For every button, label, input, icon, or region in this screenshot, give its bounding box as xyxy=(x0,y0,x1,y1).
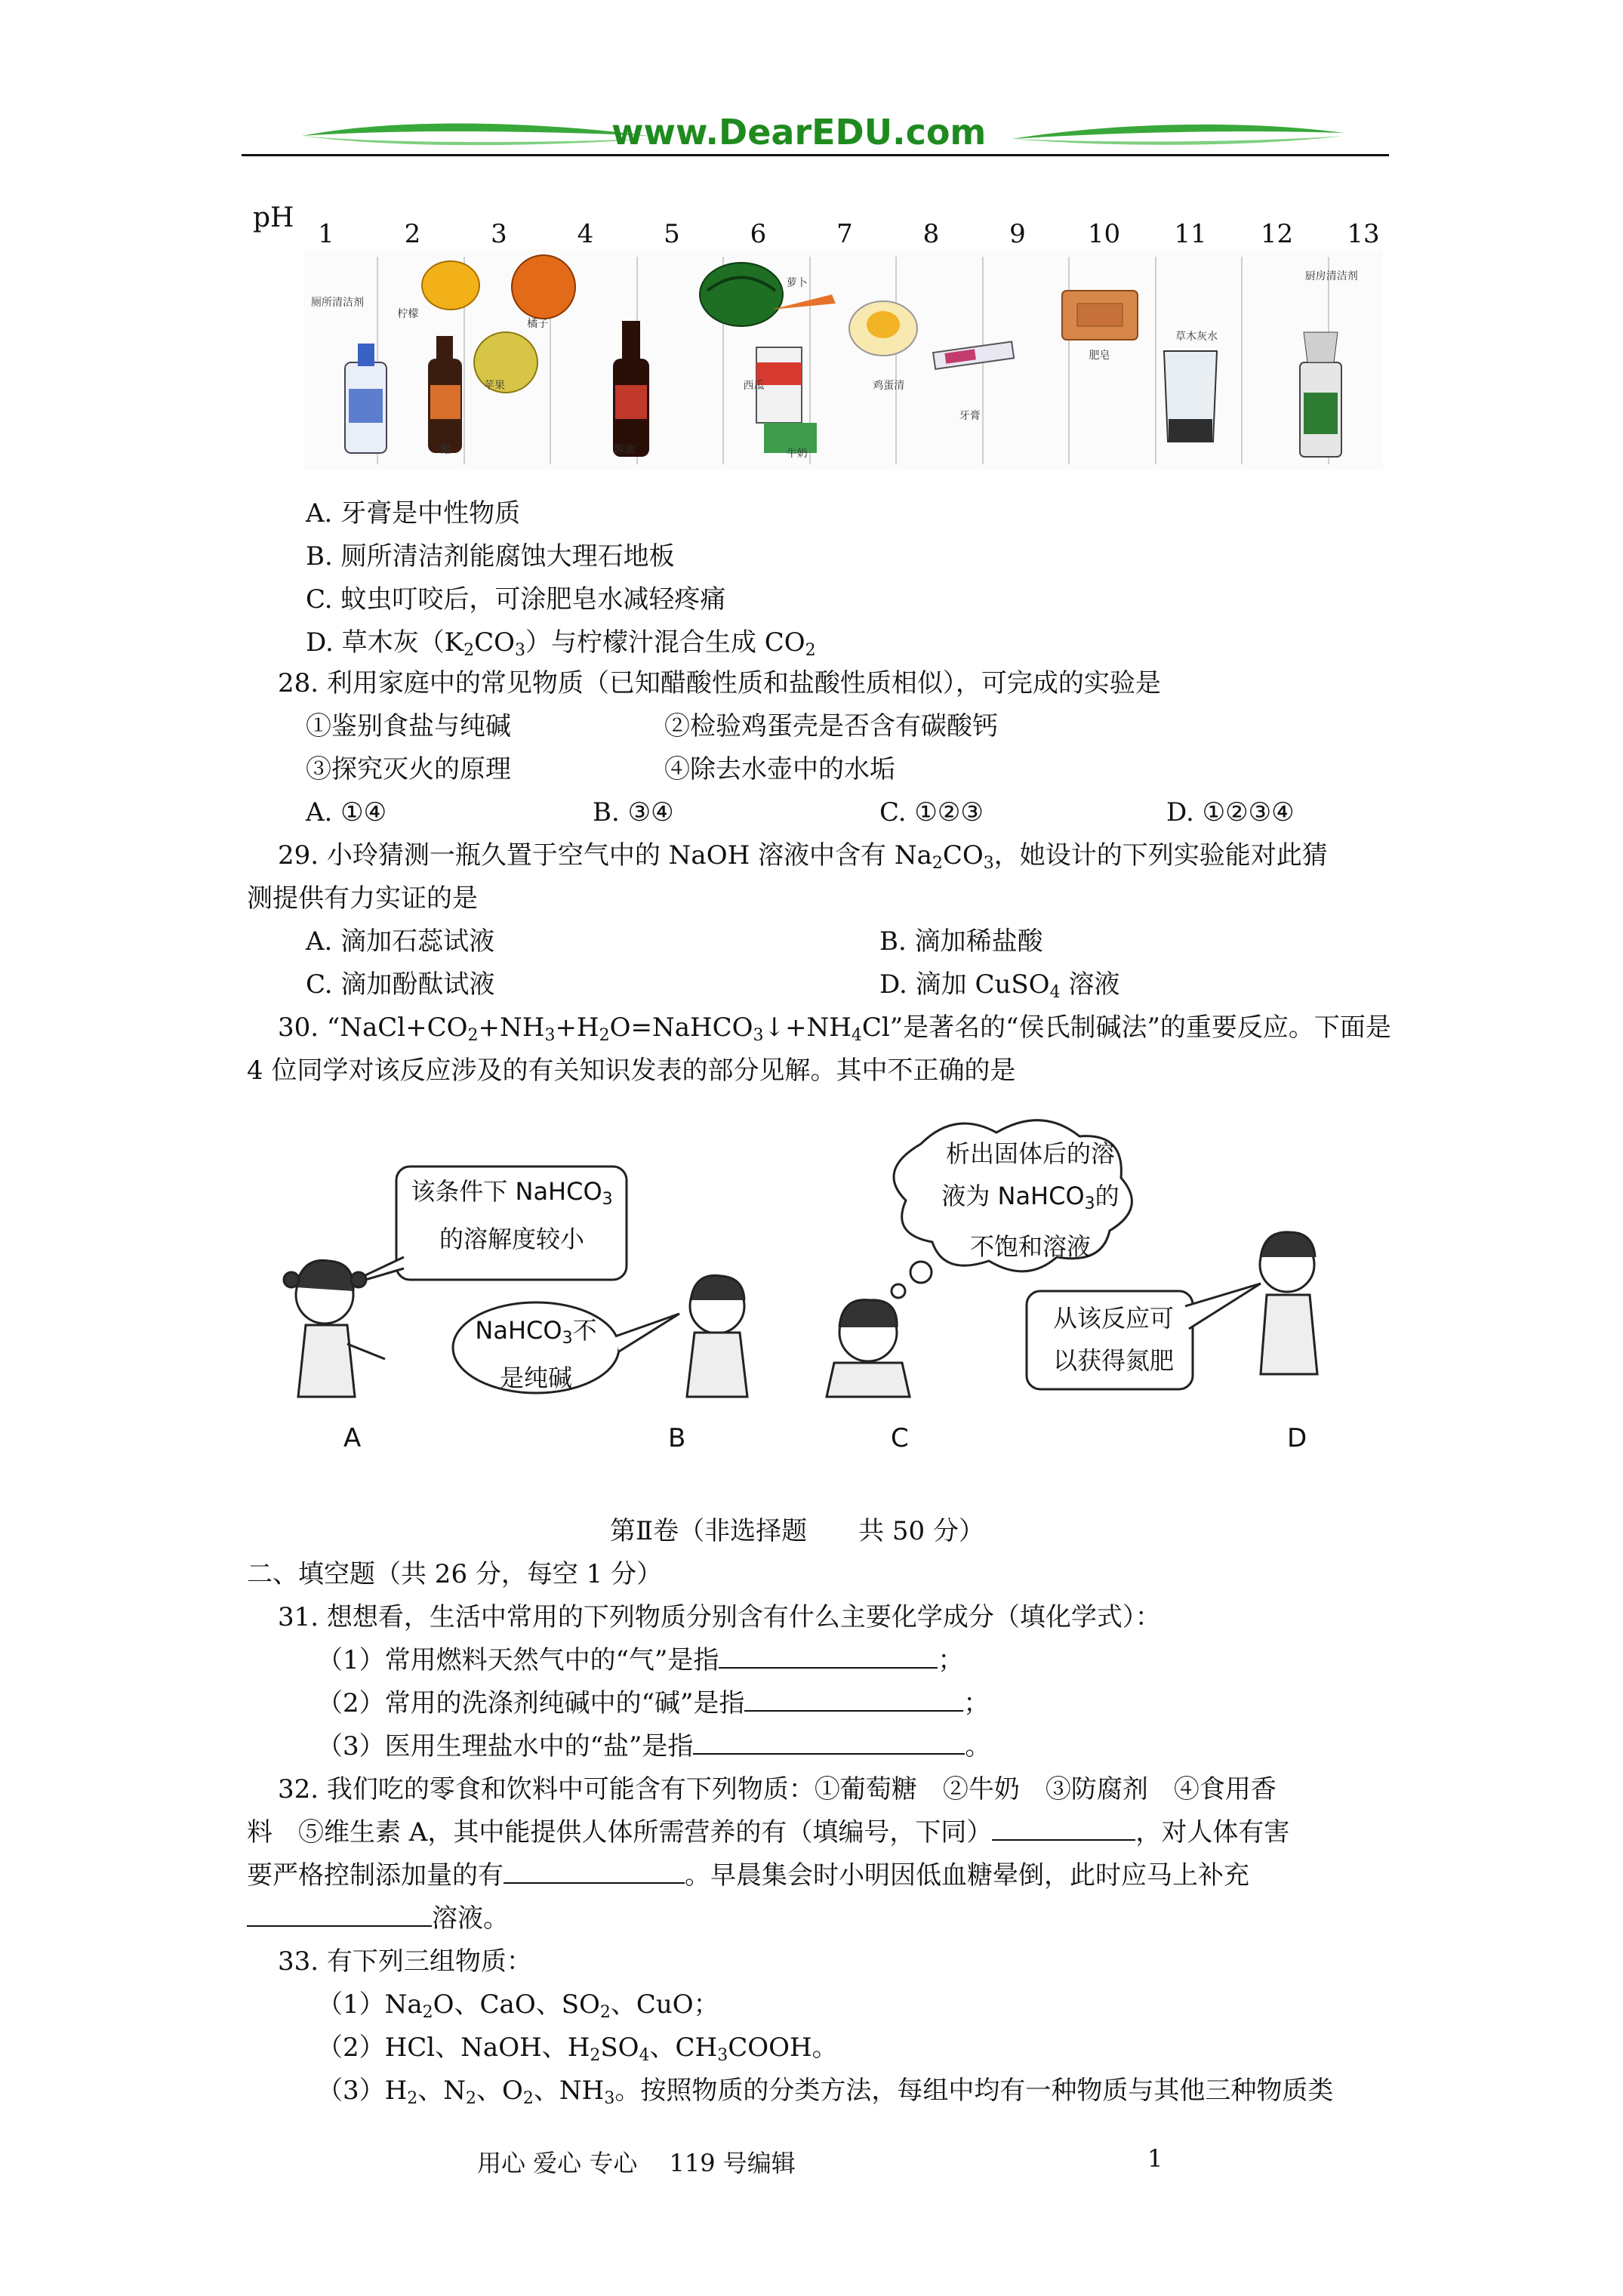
ph-item-label: 厕所清洁剂 xyxy=(311,297,364,309)
ph-number: 10 xyxy=(1087,219,1121,249)
q29-option-d: D. 滴加 CuSO$_4$ 溶液 xyxy=(879,969,1120,1002)
q31-part-3: （3）医用生理盐水中的“盐”是指 。 xyxy=(317,1727,990,1765)
q28-option-b: B. ③④ xyxy=(593,797,674,827)
answer-blank[interactable] xyxy=(744,1684,963,1712)
q27-option-a: A. 牙膏是中性物质 xyxy=(306,498,521,529)
q31-part-1: （1）常用燃料天然气中的“气”是指 ； xyxy=(317,1641,963,1679)
ph-label: pH xyxy=(253,202,294,233)
milk-icon xyxy=(756,347,817,453)
q27-option-b: B. 厕所清洁剂能腐蚀大理石地板 xyxy=(306,541,675,572)
soy-sauce-icon xyxy=(613,321,649,457)
ph-number: 11 xyxy=(1174,219,1207,249)
ph-number: 12 xyxy=(1260,219,1294,249)
ph-number: 3 xyxy=(491,219,507,249)
ph-number: 9 xyxy=(1009,219,1026,249)
header-site-name: www.DearEDU.com xyxy=(611,112,987,153)
q27-option-d: D. 草木灰$(K_2CO_3)$与柠檬汁混合生成 $CO_2$ xyxy=(306,627,816,660)
orange-icon xyxy=(512,255,575,319)
ph-number: 1 xyxy=(318,219,334,249)
answer-blank[interactable] xyxy=(693,1727,965,1755)
page-number: 1 xyxy=(1147,2144,1163,2173)
egg-white-icon xyxy=(849,301,917,356)
bubble-c-text: 析出固体后的溶 液为 NaHCO$_3$的 不饱和溶液 xyxy=(941,1139,1119,1261)
q32-line1: 32. 我们吃的零食和饮料中可能含有下列物质：①葡萄糖 ②牛奶 ③防腐剂 ④食用香 xyxy=(278,1774,1277,1804)
footer-text: 用心 爱心 专心 119 号编辑 xyxy=(477,2149,796,2177)
q30-stem-line1: 30. “$NaCl+CO_2+NH_3+H_2O=NaHCO_3↓+NH_4Cl$”是著名的“侯氏制碱法”的重要反应。下面是 xyxy=(278,1012,1391,1045)
q32-line3: 要严格控制添加量的有 。早晨集会时小明因低血糖晕倒，此时应马上补充 xyxy=(247,1857,1249,1894)
q29-stem-line1: 29. 小玲猜测一瓶久置于空气中的 NaOH 溶液中含有 $Na_2CO_3$，她设计的下列实验能对此猜 xyxy=(278,840,1328,873)
section-heading: 二、填空题（共 26 分，每空 1 分） xyxy=(247,1559,663,1589)
vinegar-icon xyxy=(428,336,462,453)
ph-number: 6 xyxy=(750,219,767,249)
kitchen-cleaner-icon xyxy=(1300,332,1341,457)
bubble-b-text: NaHCO$_3$不 是纯碱 xyxy=(475,1316,597,1392)
answer-blank[interactable] xyxy=(504,1857,685,1884)
ph-number: 2 xyxy=(404,219,421,249)
ph-number: 7 xyxy=(836,219,853,249)
student-b-icon xyxy=(687,1275,747,1397)
header-rule xyxy=(242,154,1389,156)
bubble-d-text: 从该反应可 以获得氮肥 xyxy=(1052,1304,1174,1375)
ph-item-label: 牙膏 xyxy=(959,410,981,422)
ph-number: 13 xyxy=(1347,219,1380,249)
q32-line4: 溶液。 xyxy=(247,1900,509,1937)
ph-number: 8 xyxy=(922,219,940,249)
ph-items-illustration xyxy=(303,249,1383,470)
q28-item-2: ②检验鸡蛋壳是否含有碳酸钙 xyxy=(664,711,998,741)
q28-option-a: A. ①④ xyxy=(306,797,387,827)
ph-item-label: 苹果 xyxy=(484,380,505,392)
beaker-icon xyxy=(1164,351,1217,442)
toilet-cleaner-icon xyxy=(345,344,387,453)
ph-item-label: 柠檬 xyxy=(397,308,419,320)
q29-stem-line2: 测提供有力实证的是 xyxy=(247,883,478,914)
ph-item-label: 牛奶 xyxy=(786,448,808,460)
toothpaste-icon xyxy=(933,341,1014,368)
q28-item-3: ③探究灭火的原理 xyxy=(306,754,511,784)
q28-item-4: ④除去水壶中的水垢 xyxy=(664,754,895,784)
ph-item-label: 醋 xyxy=(440,444,451,456)
q33-stem: 33. 有下列三组物质： xyxy=(278,1946,532,1977)
q30-stem-line2: 4 位同学对该反应涉及的有关知识发表的部分见解。其中不正确的是 xyxy=(247,1056,1016,1086)
q33-group-3: $(3)H_2$、$N_2$、$O_2$、$NH_3$。按照物质的分类方法，每组中均有一种物质与其他三种物质类 xyxy=(317,2076,1334,2108)
q31-part-2: （2）常用的洗涤剂纯碱中的“碱”是指 ； xyxy=(317,1684,989,1722)
q33-group-1: $(1)Na_2O$、CaO、$SO_2$、CuO； xyxy=(317,1989,719,2022)
caption-b: B xyxy=(668,1423,686,1453)
q29-option-a: A. 滴加石蕊试液 xyxy=(306,926,495,957)
bubble-a-text: 该条件下 NaHCO$_3$ 的溶解度较小 xyxy=(411,1177,613,1253)
answer-blank[interactable] xyxy=(992,1814,1135,1841)
caption-d: D xyxy=(1287,1423,1307,1453)
q28-option-c: C. ①②③ xyxy=(879,797,984,827)
q27-option-c: C. 蚊虫叮咬后，可涂肥皂水减轻疼痛 xyxy=(306,584,726,615)
soap-icon xyxy=(1062,291,1138,340)
answer-blank[interactable] xyxy=(247,1900,432,1927)
ph-item-label: 橘子 xyxy=(527,318,549,330)
answer-blank[interactable] xyxy=(719,1641,938,1669)
q32-line2: 料 ⑤维生素 A，其中能提供人体所需营养的有（填编号，下同） ，对人体有害 xyxy=(247,1814,1289,1851)
q31-stem: 31. 想想看，生活中常用的下列物质分别含有什么主要化学成分（填化学式）： xyxy=(278,1602,1161,1632)
caption-a: A xyxy=(343,1423,362,1453)
ph-item-label: 萝卜 xyxy=(786,277,808,289)
student-d-icon xyxy=(1260,1232,1317,1374)
q28-item-1: ①鉴别食盐与纯碱 xyxy=(306,711,511,741)
watermelon-icon xyxy=(700,263,783,326)
q28-stem: 28. 利用家庭中的常见物质（已知醋酸性质和盐酸性质相似），可完成的实验是 xyxy=(278,668,1161,698)
student-c-icon xyxy=(827,1300,910,1397)
ph-number: 4 xyxy=(577,219,594,249)
student-a-icon xyxy=(284,1260,385,1397)
q29-option-c: C. 滴加酚酞试液 xyxy=(306,969,495,1000)
ph-number: 5 xyxy=(664,219,680,249)
ph-item-label: 酱油 xyxy=(613,444,635,456)
q29-option-b: B. 滴加稀盐酸 xyxy=(879,926,1043,957)
lemon-icon xyxy=(422,261,479,310)
ph-item-label: 鸡蛋清 xyxy=(873,380,905,392)
part2-title: 第Ⅱ卷（非选择题 共 50 分） xyxy=(610,1516,984,1546)
q33-group-2: （2）HCl、NaOH、$H_2SO_4$、$CH_3COOH$。 xyxy=(317,2032,838,2065)
q28-option-d: D. ①②③④ xyxy=(1166,797,1295,827)
ph-item-label: 厨房清洁剂 xyxy=(1304,270,1358,282)
ph-item-label: 肥皂 xyxy=(1089,350,1110,362)
ph-item-label: 西瓜 xyxy=(743,380,765,392)
ph-item-label: 草木灰水 xyxy=(1175,331,1218,343)
caption-c: C xyxy=(891,1423,909,1453)
